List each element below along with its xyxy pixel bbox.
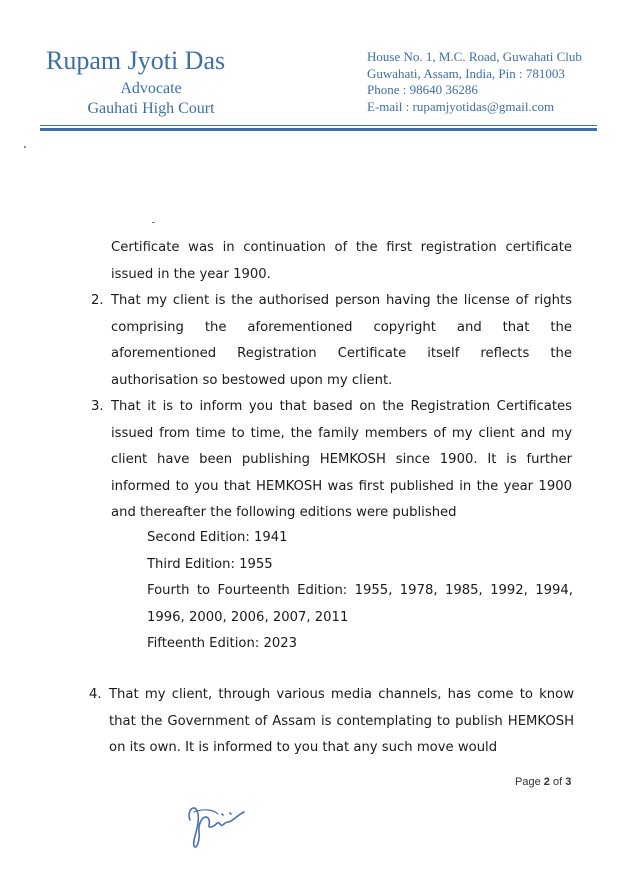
address-line-2: Guwahati, Assam, India, Pin : 781003	[367, 65, 565, 81]
page-number	[515, 776, 571, 788]
editions-list	[147, 525, 573, 658]
item-text: That it is to inform you that based on the Registration Certificates issued from time to time, the family members of my client and my client have been publishing HEMKOSH since 1900. It is further informed to you that HEMKOSH was first published in the year 1900 and thereafter the following editions were published	[111, 399, 572, 520]
signature-image	[178, 792, 258, 852]
item-text: That my client is the authorised person having the license of rights comprising the aforementioned copyright and that the aforementioned Registration Certificate itself reflects the authorisation so bestowed upon my client.	[111, 293, 572, 388]
list-item	[91, 394, 572, 527]
page-of: of	[552, 776, 563, 788]
phone-line: Phone : 98640 36286	[367, 82, 478, 97]
email-line: E-mail : rupamjyotidas@gmail.com	[367, 98, 555, 114]
letterhead-rule-thin	[40, 125, 597, 126]
item-number: 2.	[91, 293, 104, 308]
address-line-1: House No. 1, M.C. Road, Guwahati Club	[367, 49, 582, 64]
list-item	[91, 288, 572, 394]
letterhead-role: Advocate	[120, 80, 182, 97]
scan-speck	[24, 146, 26, 148]
list-item	[89, 682, 574, 762]
item-number: 3.	[91, 399, 104, 414]
letterhead-court: Gauhati High Court	[87, 100, 215, 117]
page-current: 2	[543, 776, 550, 788]
item-number: 4.	[89, 687, 102, 702]
edition-entry: Fifteenth Edition: 2023	[147, 636, 298, 651]
edition-entry: Fourth to Fourteenth Edition: 1955, 1978, 1985, 1992, 1994, 1996, 2000, 2006, 2007, 2011	[147, 583, 573, 625]
page-total: 3	[565, 776, 572, 788]
edition-entry: Third Edition: 1955	[147, 556, 273, 572]
letterhead-contact	[367, 49, 582, 115]
edition-entry: Second Edition: 1941	[147, 530, 288, 545]
letterhead-rule-thick	[40, 128, 597, 131]
page-label: Page	[515, 776, 541, 788]
scan-speck	[152, 222, 155, 223]
continuation-paragraph: Certificate was in continuation of the first registration certificate issued in the year 1900.	[111, 240, 572, 282]
letterhead-name: Rupam Jyoti Das	[46, 46, 226, 75]
item-text: That my client, through various media channels, has come to know that the Government of Assam is contemplating to publish HEMKOSH on its own. It is informed to you that any such move would	[109, 687, 574, 755]
